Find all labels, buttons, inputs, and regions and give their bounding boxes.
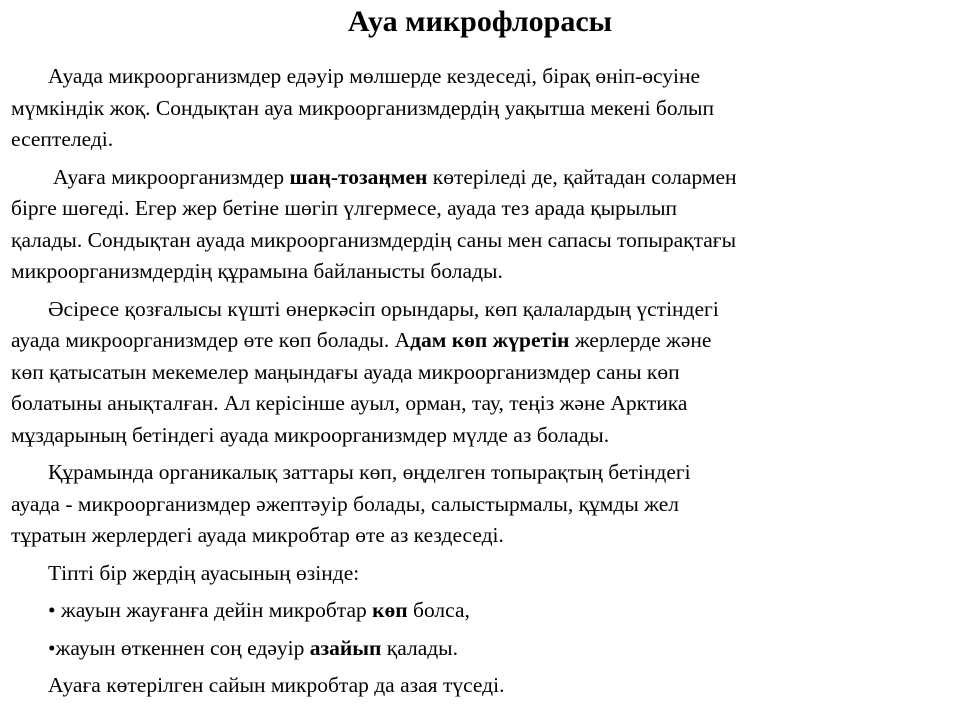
text-run: болса, (407, 598, 470, 622)
emphasis-text: көп (372, 598, 408, 622)
emphasis-text: азайып (309, 635, 382, 660)
bullet-line (48, 633, 911, 665)
text-run: жауын жауғанға дейін микробтар (55, 598, 373, 622)
emphasis-text: дам көп жүретін (410, 328, 570, 352)
text-run: Ауаға микроорганизмдер (53, 164, 290, 189)
bullet-marker: • (48, 635, 56, 660)
paragraph-line: Ауаға көтерілген сайын микробтар да азая түседі. (48, 673, 505, 697)
paragraph-line: Ауада микроорганизмдер едәуір мөлшерде кездеседі, бірақ өніп-өсуіне (48, 64, 701, 88)
paragraph-line: мүмкіндік жоқ. Сондықтан ауа микроорганизмдердің уақытша мекені болып (11, 95, 715, 120)
paragraph-line: бірге шөгеді. Егер жер бетіне шөгіп үлгермесе, ауада тез арада қырылып (11, 196, 678, 220)
bullet-item-1 (11, 595, 911, 627)
paragraph-line: есептеледі. (11, 127, 114, 151)
bullet-line (48, 595, 911, 627)
text-run: ауада микроорганизмдер өте көп болады. А (11, 328, 411, 352)
paragraph-line: тұратын жерлердегі ауада микробтар өте аз кездеседі. (11, 523, 504, 547)
paragraph-line (11, 325, 911, 357)
paragraph-line (11, 162, 911, 194)
paragraph-line: микроорганизмдердің құрамына байланысты болады. (11, 259, 503, 283)
paragraph-line: ауада - микроорганизмдер әжептәуір болады, салыстырмалы, құмды жел (11, 491, 679, 516)
paragraph-line: Әсіресе қозғалысы күшті өнеркәсіп орындары, көп қалалардың үстіндегі (48, 296, 719, 321)
paragraph-5 (11, 558, 911, 590)
paragraph-line: қалады. Сондықтан ауада микроорганизмдердің саны мен сапасы топырақтағы (11, 227, 737, 252)
paragraph-line: Тіпті бір жердің ауасының өзінде: (48, 560, 360, 585)
paragraph-6 (11, 670, 911, 702)
text-run: жерлерде және (569, 328, 712, 352)
text-run: көтеріледі де, қайтадан солармен (427, 164, 737, 189)
paragraph-3 (11, 294, 911, 452)
text-run: жауын өткеннен соң едәуір (55, 635, 310, 660)
paragraph-2 (11, 162, 911, 288)
bullet-marker: • (48, 598, 56, 622)
paragraph-line: Құрамында органикалық заттары көп, өңделген топырақтың бетіндегі (48, 460, 691, 484)
page-title: Ауа микрофлорасы (347, 5, 613, 38)
emphasis-text: шаң-тозаңмен (289, 164, 428, 189)
bullet-item-2 (11, 633, 911, 665)
document-body (11, 61, 911, 708)
paragraph-1 (11, 61, 911, 156)
paragraph-line: көп қатысатын мекемелер маңындағы ауада микроорганизмдер саны көп (11, 359, 680, 384)
paragraph-4 (11, 457, 911, 552)
paragraph-line: болатыны анықталған. Ал керісінше ауыл, орман, тау, теңіз және Арктика (11, 391, 688, 415)
text-run: қалады. (381, 635, 459, 660)
paragraph-line: мұздарының бетіндегі ауада микроорганизмдер мүлде аз болады. (11, 422, 610, 447)
